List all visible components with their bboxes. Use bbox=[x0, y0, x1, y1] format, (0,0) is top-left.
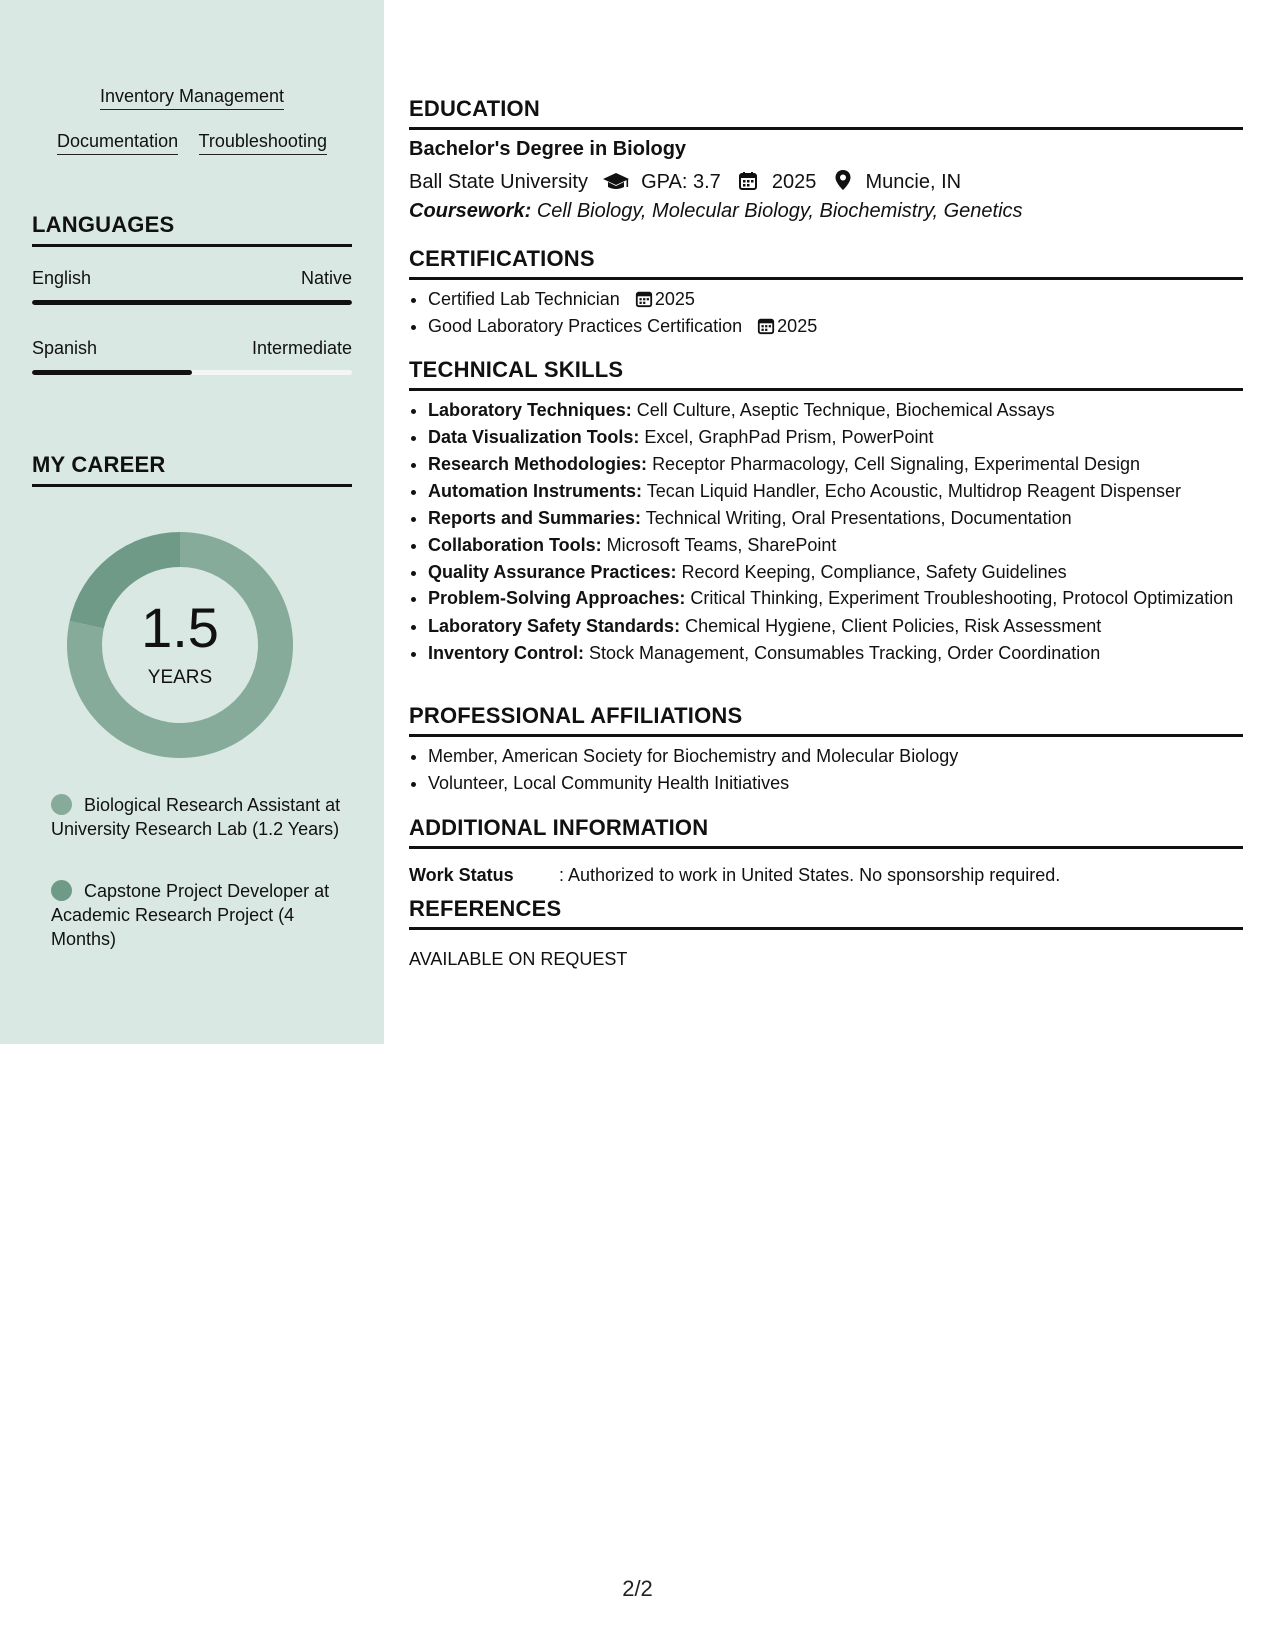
references-text: AVAILABLE ON REQUEST bbox=[409, 949, 628, 969]
skill-value: Technical Writing, Oral Presentations, Documentation bbox=[645, 508, 1072, 528]
affiliations-list bbox=[409, 743, 1243, 797]
skill-label: Quality Assurance Practices: bbox=[428, 562, 677, 582]
skill-value: Stock Management, Consumables Tracking, Order Coordination bbox=[589, 643, 1101, 663]
additional-info-heading: ADDITIONAL INFORMATION bbox=[409, 815, 1243, 849]
language-name: English bbox=[32, 268, 92, 288]
career-legend-item bbox=[51, 879, 341, 951]
work-status-value: : Authorized to work in United States. No sponsorship required. bbox=[559, 865, 1061, 885]
calendar-icon bbox=[738, 171, 758, 191]
page-number: 2/2 bbox=[622, 1576, 653, 1601]
skill-item bbox=[428, 424, 1243, 451]
certification-item bbox=[428, 313, 1243, 340]
career-total-value: 1.5 bbox=[141, 596, 219, 659]
coursework-label: Coursework: bbox=[409, 200, 532, 222]
language-name: Spanish bbox=[32, 338, 98, 358]
skill-tags-row-1 bbox=[32, 86, 352, 110]
skill-tag: Documentation bbox=[57, 131, 178, 155]
skill-value: Record Keeping, Compliance, Safety Guidelines bbox=[681, 562, 1067, 582]
career-legend-text: Biological Research Assistant at University Research Lab (1.2 Years) bbox=[51, 795, 341, 839]
language-level: Native bbox=[300, 268, 352, 288]
certification-name: Certified Lab Technician bbox=[428, 289, 620, 309]
skill-value: Cell Culture, Aseptic Technique, Biochemical Assays bbox=[636, 400, 1055, 420]
certification-year: 2025 bbox=[777, 316, 818, 336]
language-proficiency-bar bbox=[32, 300, 352, 305]
skill-item bbox=[428, 532, 1243, 559]
work-status-row bbox=[409, 865, 1060, 886]
skill-item bbox=[428, 559, 1243, 586]
language-row bbox=[32, 338, 352, 359]
career-legend-dot bbox=[51, 794, 72, 815]
skill-label: Research Methodologies: bbox=[428, 454, 648, 474]
education-meta bbox=[409, 169, 961, 194]
skill-item bbox=[428, 586, 1243, 610]
affiliations-heading: PROFESSIONAL AFFILIATIONS bbox=[409, 703, 1243, 737]
calendar-icon bbox=[757, 317, 775, 335]
skill-item bbox=[428, 613, 1243, 640]
work-status-label: Work Status bbox=[409, 865, 514, 885]
skill-value: Tecan Liquid Handler, Echo Acoustic, Multidrop Reagent Dispenser bbox=[646, 481, 1181, 501]
skill-label: Automation Instruments: bbox=[428, 481, 642, 501]
skill-label: Collaboration Tools: bbox=[428, 535, 602, 555]
skill-label: Reports and Summaries: bbox=[428, 508, 642, 528]
skill-label: Inventory Control: bbox=[428, 643, 584, 663]
skill-tag: Troubleshooting bbox=[199, 131, 327, 155]
skill-item bbox=[428, 505, 1243, 532]
skill-tags-row-2 bbox=[32, 131, 352, 155]
skill-tag: Inventory Management bbox=[100, 86, 284, 110]
gpa: GPA: 3.7 bbox=[641, 171, 721, 193]
skill-label: Laboratory Techniques: bbox=[428, 400, 632, 420]
technical-skills-list bbox=[409, 397, 1243, 667]
location-pin-icon bbox=[834, 169, 852, 191]
education-location: Muncie, IN bbox=[865, 171, 962, 193]
school-name: Ball State University bbox=[409, 171, 588, 193]
certification-name: Good Laboratory Practices Certification bbox=[428, 316, 743, 336]
affiliation-item: • Volunteer, Local Community Health Initiatives bbox=[428, 770, 1243, 797]
certifications-heading: CERTIFICATIONS bbox=[409, 246, 1243, 280]
skill-value: Chemical Hygiene, Client Policies, Risk Assessment bbox=[685, 616, 1102, 636]
career-legend-item bbox=[51, 793, 341, 841]
certification-item bbox=[428, 286, 1243, 313]
career-total-unit: YEARS bbox=[147, 667, 213, 688]
career-legend-dot bbox=[51, 880, 72, 901]
calendar-icon bbox=[635, 290, 653, 308]
affiliation-item: • Member, American Society for Biochemistry and Molecular Biology bbox=[428, 743, 1243, 770]
language-level: Intermediate bbox=[251, 338, 352, 358]
skill-value: Critical Thinking, Experiment Troubleshooting, Protocol Optimization bbox=[690, 588, 1234, 608]
skill-item bbox=[428, 478, 1243, 505]
skill-item bbox=[428, 397, 1243, 424]
degree-title: Bachelor's Degree in Biology bbox=[409, 138, 687, 160]
skill-value: Receptor Pharmacology, Cell Signaling, Experimental Design bbox=[652, 454, 1140, 474]
language-proficiency-fill bbox=[32, 370, 192, 375]
language-proficiency-bar bbox=[32, 370, 352, 375]
skill-value: Microsoft Teams, SharePoint bbox=[606, 535, 837, 555]
language-proficiency-fill bbox=[32, 300, 352, 305]
skill-item bbox=[428, 640, 1243, 667]
graduation-cap-icon bbox=[602, 171, 630, 191]
career-legend-text: Capstone Project Developer at Academic Research Project (4 Months) bbox=[51, 881, 330, 949]
skill-value: Excel, GraphPad Prism, PowerPoint bbox=[644, 427, 934, 447]
coursework bbox=[409, 200, 1023, 223]
coursework-list: Cell Biology, Molecular Biology, Biochemistry, Genetics bbox=[536, 200, 1023, 222]
certification-year: 2025 bbox=[654, 289, 695, 309]
skill-item bbox=[428, 451, 1243, 478]
education-heading: EDUCATION bbox=[409, 96, 1243, 130]
skill-label: Problem-Solving Approaches: bbox=[428, 588, 686, 608]
references-heading: REFERENCES bbox=[409, 896, 1243, 930]
technical-skills-heading: TECHNICAL SKILLS bbox=[409, 357, 1243, 391]
skill-label: Laboratory Safety Standards: bbox=[428, 616, 681, 636]
languages-heading: LANGUAGES bbox=[32, 212, 352, 247]
career-heading: MY CAREER bbox=[32, 452, 352, 487]
certifications-list bbox=[409, 286, 1243, 340]
skill-label: Data Visualization Tools: bbox=[428, 427, 640, 447]
sidebar bbox=[0, 0, 384, 1044]
graduation-year: 2025 bbox=[771, 171, 817, 193]
language-row bbox=[32, 268, 352, 289]
